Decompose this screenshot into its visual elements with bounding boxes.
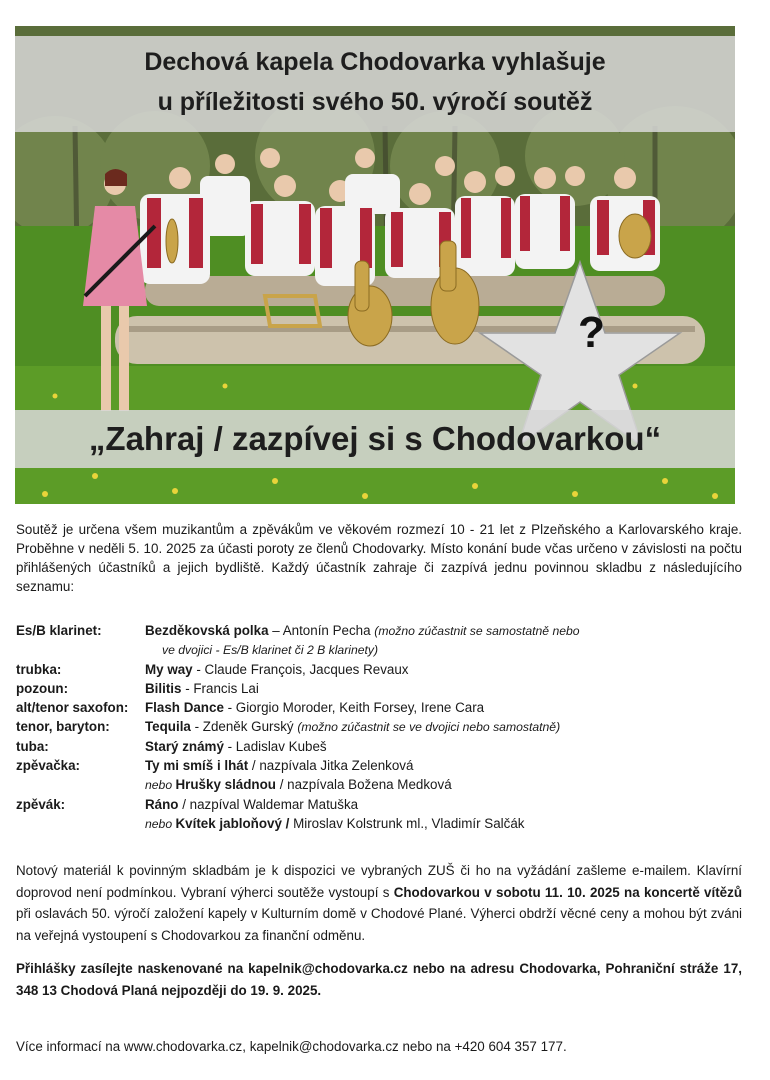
instrument-label: pozoun: [16, 680, 69, 696]
materials-paragraph: Notový materiál k povinným skladbám je k dispozici ve vybraných ZUŠ či ho na vyžádání zašleme e-mailem. Klavírní doprovod není podmínkou. Vybraní výherci soutěže vystoupí s Chodovarkou v sobotu 11. 10. 2025 na koncertě vítězů při oslavách 50. výročí založení kapely v Kulturním domě v Chodové Plané. Výherci obdrží věcné ceny a mohou být zváni na veřejná vystoupení s Chodovarkou za finanční odměnu. [16, 863, 743, 943]
instrument-label: zpěvák: [16, 796, 66, 812]
piece-entry: Tequila - Zdeněk Gurský (možno zúčastnit se ve dvojici nebo samostatně) [145, 719, 561, 735]
piece-entry: Ty mi smíš i lhát / nazpívala Jitka Zelenková [145, 758, 414, 774]
pieces-list [16, 621, 742, 833]
competition-title: „Zahraj / zazpívej si s Chodovarkou“ [15, 410, 735, 468]
instrument-label: trubka: [16, 661, 62, 677]
piece-entry: My way - Claude François, Jacques Revaux [145, 661, 409, 677]
header-banner [15, 36, 735, 132]
piece-entry: Flash Dance - Giorgio Moroder, Keith Forsey, Irene Cara [145, 700, 485, 716]
list-item [16, 660, 742, 679]
instrument-label: zpěvačka: [16, 758, 81, 774]
piece-alternative: nebo Hrušky sládnou / nazpívala Božena Medková [145, 777, 452, 793]
list-item [16, 621, 742, 640]
list-item [16, 698, 742, 717]
list-item [16, 679, 742, 698]
star-question-mark: ? [578, 308, 605, 357]
piece-entry: Bezděkovská polka – Antonín Pecha (možno zúčastnit se samostatně nebo [145, 623, 580, 638]
piece-entry: Bilitis - Francis Lai [145, 680, 259, 696]
header-line-2: u příležitosti svého 50. výročí soutěž [157, 88, 593, 116]
header-line-1: Dechová kapela Chodovarka vyhlašuje [144, 48, 606, 76]
list-item-alternative [16, 775, 742, 794]
piece-alternative: nebo Kvítek jabloňový / Miroslav Kolstrunk ml., Vladimír Salčák [145, 815, 525, 831]
instrument-label: tenor, baryton: [16, 719, 110, 735]
application-paragraph: Přihlášky zasílejte naskenované na kapelnik@chodovarka.cz nebo na adresu Chodovarka, Pohraniční stráže 17, 348 13 Chodová Planá nejpozději do 19. 9. 2025. [16, 961, 742, 998]
poster-photo [15, 26, 735, 504]
instrument-label: tuba: [16, 738, 49, 754]
contact-footer: Více informací na www.chodovarka.cz, kapelnik@chodovarka.cz nebo na +420 604 357 177. [16, 1039, 567, 1054]
piece-entry: Starý známý - Ladislav Kubeš [145, 738, 327, 754]
instrument-label: alt/tenor saxofon: [16, 700, 129, 716]
piece-note: ve dvojici - Es/B klarinet či 2 B klarinety) [162, 643, 379, 658]
list-item [16, 795, 742, 814]
list-item [16, 737, 742, 756]
intro-paragraph: Soutěž je určena všem muzikantům a zpěvákům ve věkovém rozmezí 10 - 21 let z Plzeňského a Karlovarského kraje. Proběhne v neděli 5. 10. 2025 za účasti poroty ze členů Chodovarky. Místo konání bude včas určeno v závislosti na počtu přihlášených účastníků a jejich bydliště. Každý účastník zahraje či zazpívá jednu povinnou skladbu z následujícího seznamu: [16, 522, 742, 594]
list-item [16, 756, 742, 775]
list-item [16, 717, 742, 736]
list-item-note [16, 640, 742, 659]
piece-entry: Ráno / nazpíval Waldemar Matuška [145, 796, 359, 812]
list-item-alternative [16, 814, 742, 833]
instrument-label: Es/B klarinet: [16, 623, 102, 638]
